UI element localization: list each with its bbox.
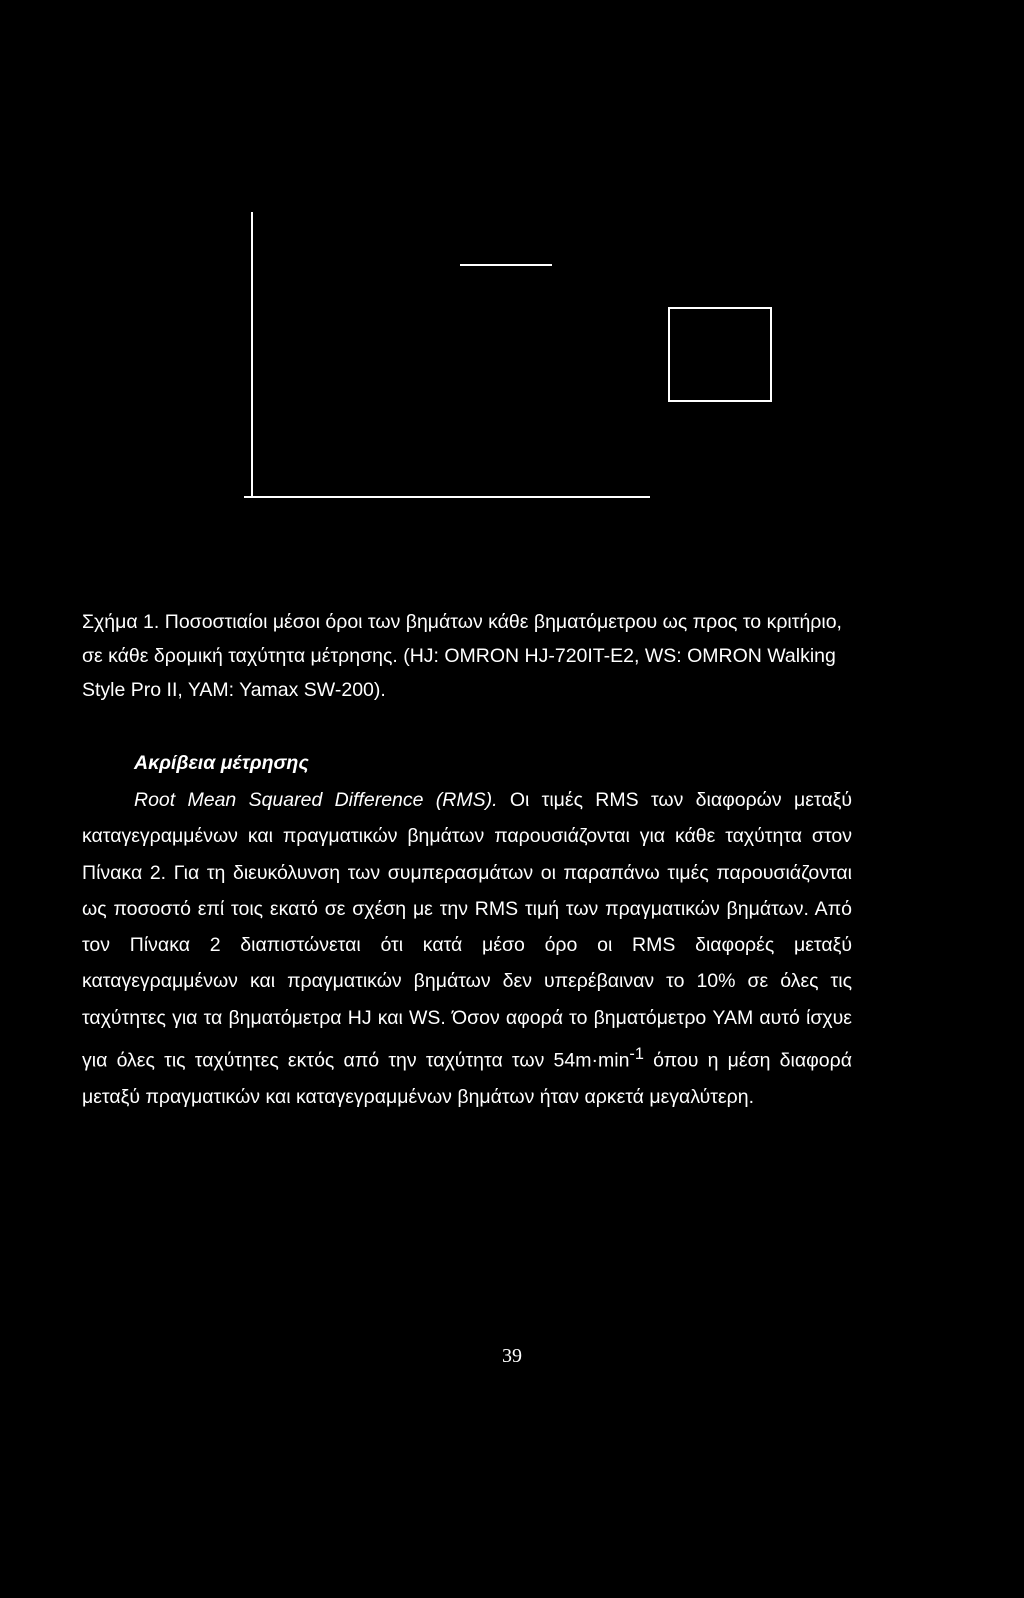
body-text-part-1: Οι τιμές RMS των διαφορών μεταξύ καταγεγραμμένων και πραγματικών βημάτων παρουσιάζονται για κάθε ταχύτητα στον Πίνακα 2. Για τη διευκόλυνση των συμπερασμάτων οι παραπάνω τιμές παρουσιάζονται ως ποσοστό επί τοις εκατό σε σχέση με την RMS τιμή των πραγματικών βημάτων. Από τον Πίνακα 2 διαπιστώνεται ότι κατά μέσο όρο οι RMS διαφορές μεταξύ καταγεγραμμένων και πραγματικών βημάτων δεν υπερέβαιναν το 10% σε όλες τις ταχύτητες για τα βηματόμετρα HJ και WS. Όσον αφορά το βηματόμετρο YAM αυτό ίσχυε για όλες τις ταχύτητες εκτός από την ταχύτητα των 54m·min [82, 789, 852, 1072]
body-text-part-2: όπου η μέση διαφορά μεταξύ πραγματικών και καταγεγραμμένων βημάτων ήταν αρκετά μεγαλύτερη. [82, 1049, 852, 1108]
unit-superscript: -1 [629, 1045, 644, 1064]
legend-box [669, 308, 771, 401]
figure-1-chart [0, 0, 1024, 520]
section-body [82, 782, 852, 1115]
page-number: 39 [502, 1345, 522, 1367]
section-title: Ακρίβεια μέτρησης [134, 752, 309, 774]
chart-frame [0, 0, 1024, 520]
rms-term: Root Mean Squared Difference (RMS). [134, 789, 498, 811]
figure-caption [82, 605, 862, 707]
figure-caption-text: Σχήμα 1. Ποσοστιαίοι μέσοι όροι των βημάτων κάθε βηματόμετρου ως προς το κριτήριο, σε κάθε δρομική ταχύτητα μέτρησης. (HJ: OMRON HJ-720IT-E2, WS: OMRON Walking Style Pro II, YAM: Yamax SW-200). [82, 611, 842, 701]
